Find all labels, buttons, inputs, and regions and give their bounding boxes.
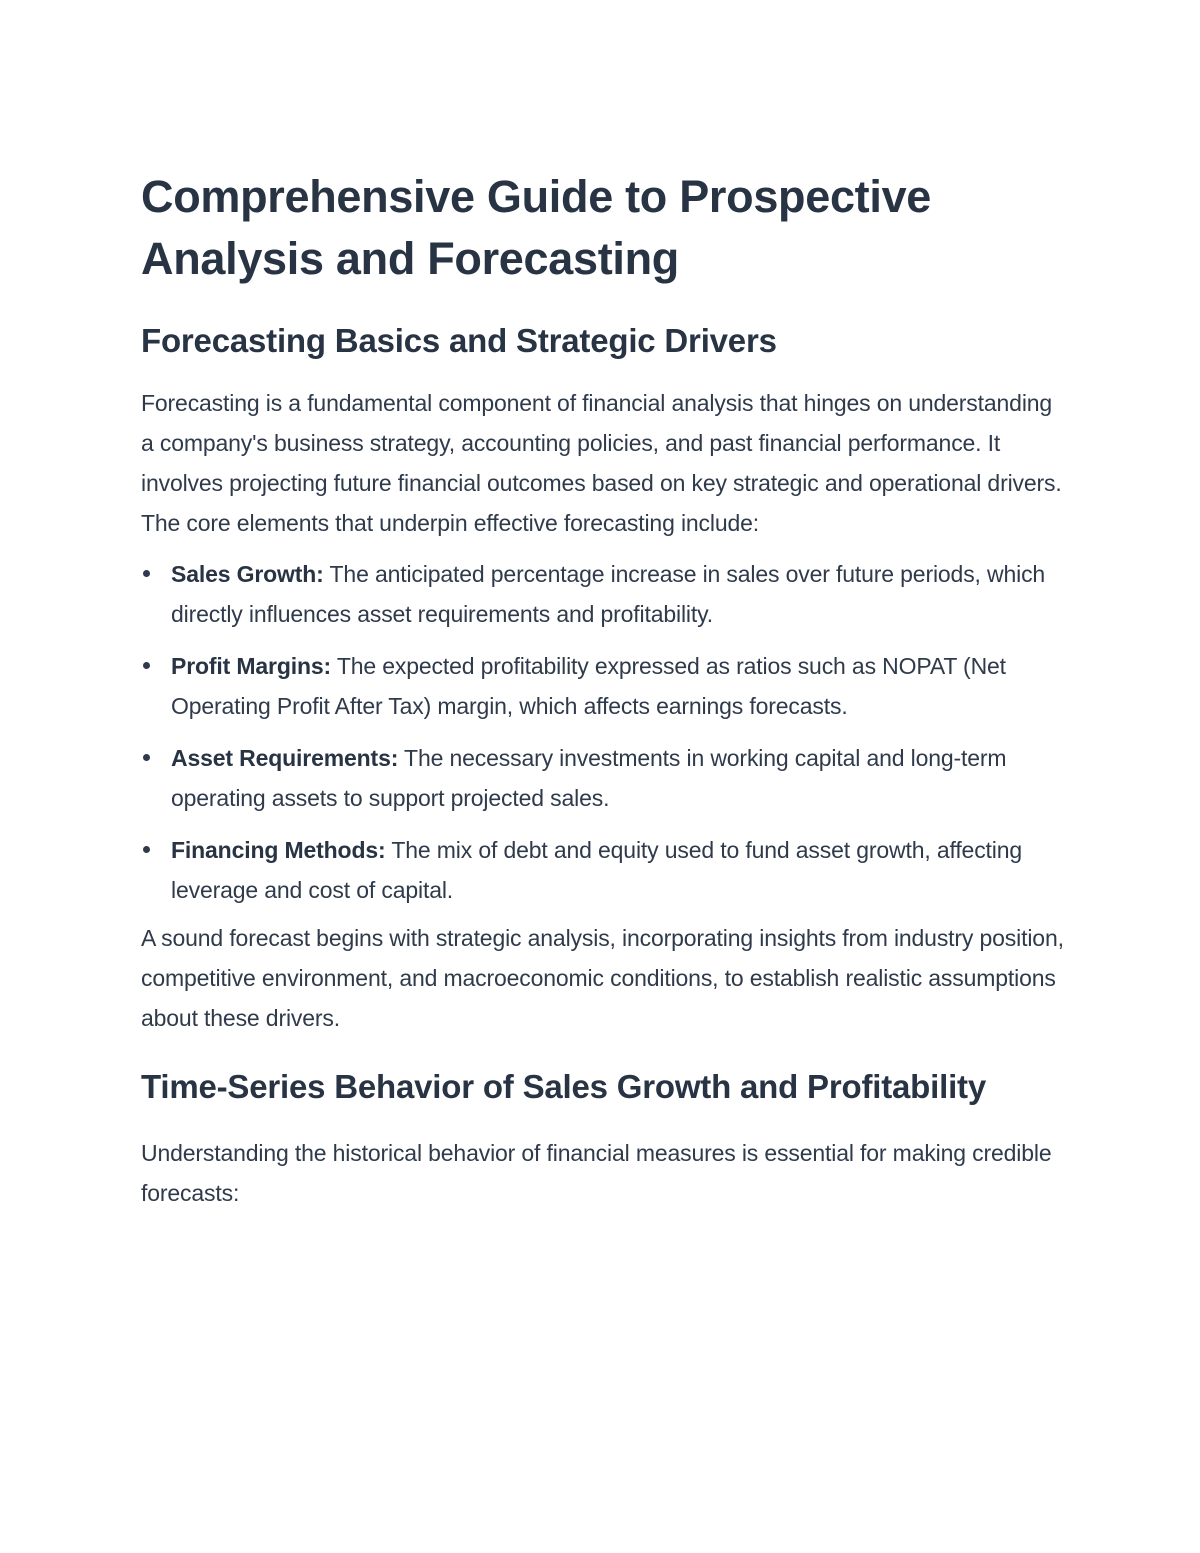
bullet-icon: [143, 662, 150, 669]
bullet-icon: [143, 754, 150, 761]
document-title: Comprehensive Guide to Prospective Analysis and Forecasting: [141, 171, 932, 284]
section-heading-forecasting-basics: Forecasting Basics and Strategic Drivers: [141, 322, 777, 359]
list-item-term: Financing Methods:: [171, 837, 386, 863]
list-item-text: The anticipated percentage increase in sales over future periods, which directly influences asset requirements and profitability.: [171, 561, 1046, 627]
section-heading-time-series: Time-Series Behavior of Sales Growth and Profitability: [141, 1068, 986, 1105]
bullet-icon: [143, 846, 150, 853]
list-item-text: The necessary investments in working capital and long-term operating assets to support projected sales.: [171, 745, 1007, 811]
section-intro-paragraph: Forecasting is a fundamental component of financial analysis that hinges on understanding a company's business strategy, accounting policies, and past financial performance. It involves projecting future financial outcomes based on key strategic and operational drivers. The core elements that underpin effective forecasting include:: [141, 390, 1062, 536]
list-item: [141, 738, 1066, 818]
document-page: [141, 166, 1066, 1213]
list-item-term: Sales Growth:: [171, 561, 324, 587]
section-intro-paragraph: Understanding the historical behavior of financial measures is essential for making credible forecasts:: [141, 1140, 1052, 1206]
list-item: [141, 646, 1066, 726]
list-item-term: Profit Margins:: [171, 653, 332, 679]
list-item-term: Asset Requirements:: [171, 745, 399, 771]
drivers-list: [141, 554, 1066, 910]
list-item-text: The mix of debt and equity used to fund asset growth, affecting leverage and cost of capital.: [171, 837, 1023, 903]
list-item: [141, 830, 1066, 910]
closing-paragraph: A sound forecast begins with strategic analysis, incorporating insights from industry position, competitive environment, and macroeconomic conditions, to establish realistic assumptions about these drivers.: [141, 925, 1064, 1031]
bullet-icon: [143, 570, 150, 577]
list-item-text: The expected profitability expressed as ratios such as NOPAT (Net Operating Profit After Tax) margin, which affects earnings forecasts.: [171, 653, 1006, 719]
list-item: [141, 554, 1066, 634]
